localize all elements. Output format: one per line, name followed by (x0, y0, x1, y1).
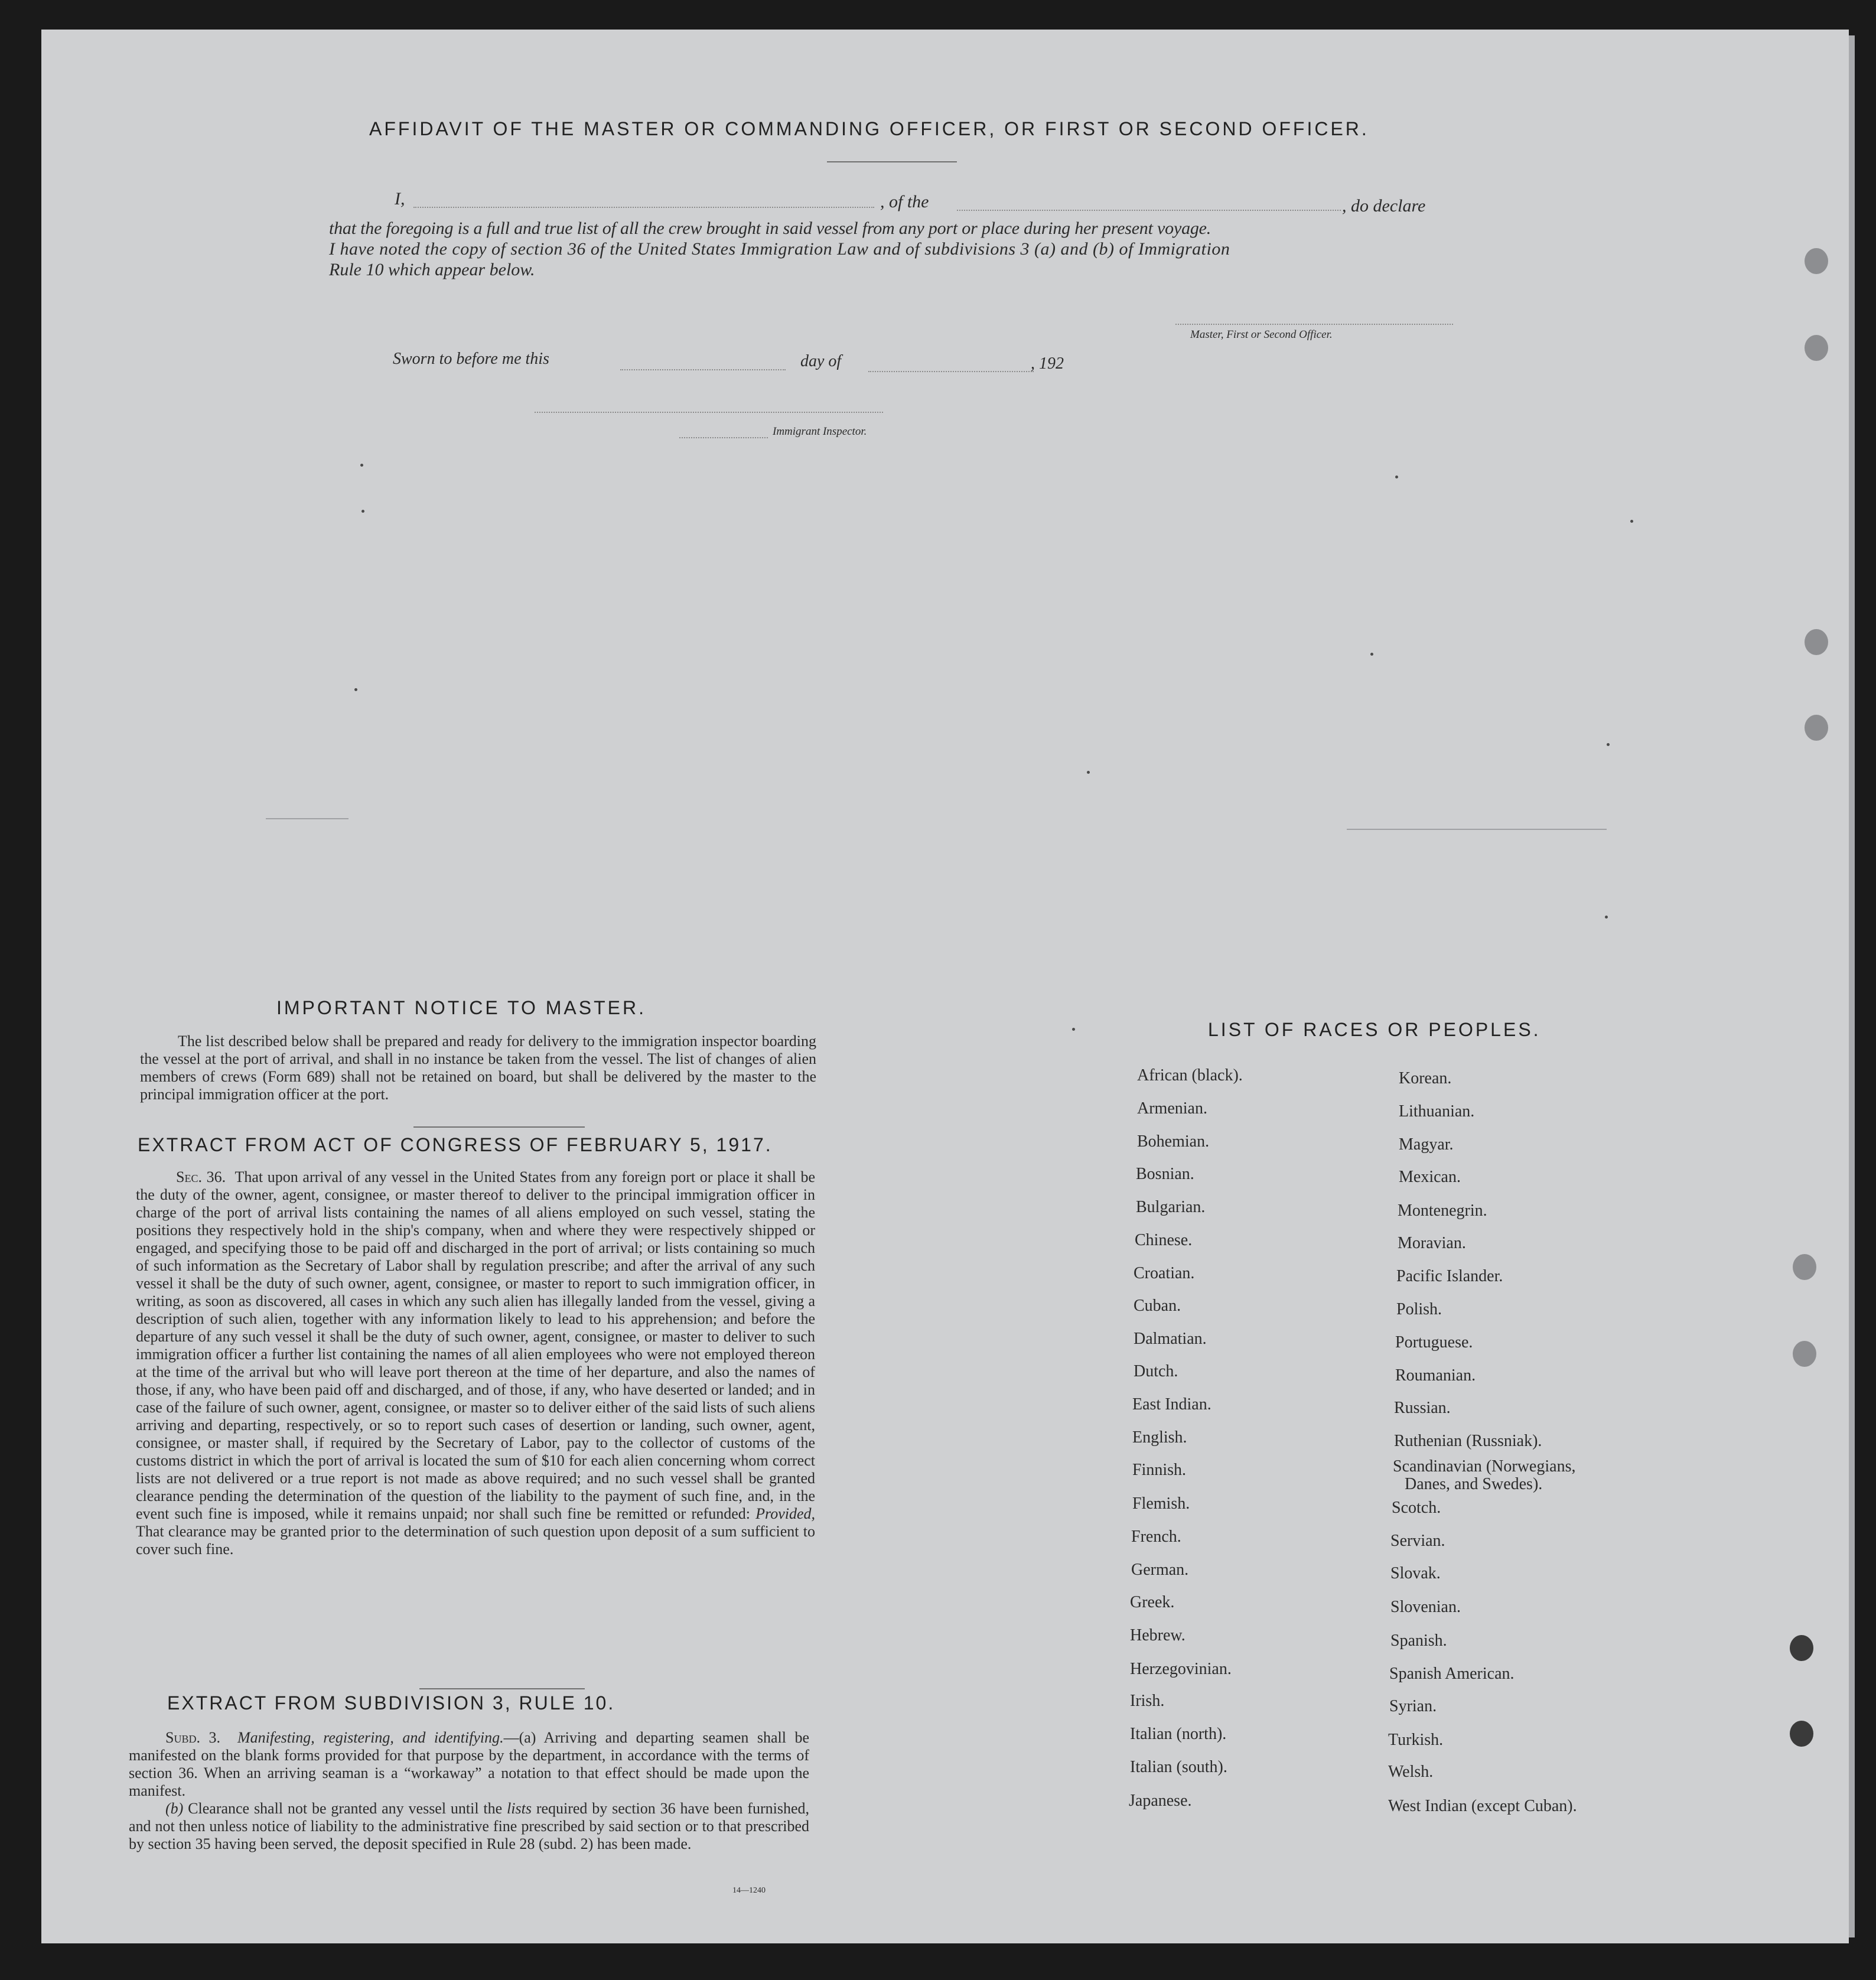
master-signature-field[interactable] (1175, 324, 1453, 325)
subd-label: Subd. 3. (165, 1729, 220, 1746)
race-item: Servian. (1390, 1532, 1445, 1550)
name-field[interactable] (413, 207, 874, 208)
master-signature-caption: Master, First or Second Officer. (1190, 328, 1333, 341)
speck (1630, 520, 1633, 523)
binder-hole (1790, 1635, 1813, 1661)
sec-label: Sec. 36. (176, 1168, 226, 1186)
race-item: Spanish American. (1389, 1665, 1515, 1683)
race-item: Croatian. (1134, 1264, 1195, 1282)
race-item: Cuban. (1134, 1297, 1181, 1315)
sec-36-text-end: That clearance may be granted prior to the determination of such question upon deposit of a sum sufficient to cover such fine. (136, 1523, 815, 1558)
affidavit-i-label: I, (395, 189, 405, 209)
speck (360, 464, 363, 467)
binder-hole (1793, 1341, 1816, 1367)
year-label: , 192 (1031, 354, 1064, 373)
extract-rule-title: EXTRACT FROM SUBDIVISION 3, RULE 10. (167, 1692, 615, 1714)
declare-label: , do declare (1342, 196, 1426, 216)
inspector-caption: Immigrant Inspector. (773, 425, 867, 438)
affidavit-line-2: that the foregoing is a full and true list of all the crew brought in said vessel from any port or place during her present voyage. (329, 219, 1211, 238)
document-page (41, 30, 1849, 1943)
binder-hole (1805, 629, 1828, 655)
affidavit-title: AFFIDAVIT OF THE MASTER OR COMMANDING OFFICER, OR FIRST OR SECOND OFFICER. (369, 118, 1369, 139)
race-item: Italian (north). (1130, 1725, 1227, 1743)
subd-b-text-2: required by section 36 have been furnished, and not then unless notice of liability to the administrative fine prescribed by said section or to that prescribed by section 35 having been served, the deposit specified in Rule 28 (subd. 2) has been made. (129, 1800, 809, 1852)
race-item: Chinese. (1135, 1231, 1193, 1249)
race-item: Greek. (1130, 1593, 1175, 1611)
race-item: Herzegovinian. (1130, 1660, 1232, 1678)
race-item: Italian (south). (1130, 1758, 1227, 1776)
race-item: Lithuanian. (1399, 1102, 1475, 1121)
subd-b-text-1: Clearance shall not be granted any vessel until the (188, 1800, 503, 1817)
notice-title: IMPORTANT NOTICE TO MASTER. (276, 997, 646, 1018)
race-item: Russian. (1394, 1399, 1451, 1417)
race-item: Syrian. (1389, 1697, 1437, 1715)
race-item: Magyar. (1399, 1135, 1454, 1154)
extract-act-text (136, 1168, 815, 1558)
race-item: Scotch. (1392, 1499, 1441, 1517)
race-item: Portuguese. (1395, 1333, 1473, 1352)
speck (1072, 1028, 1075, 1031)
extract-act-title: EXTRACT FROM ACT OF CONGRESS OF FEBRUARY 5, 1917. (138, 1134, 773, 1155)
race-item: Slovak. (1390, 1564, 1441, 1582)
sec-36-text: That upon arrival of any vessel in the United States from any foreign port or place it shall be the duty of the owner, agent, consignee, or master thereof to deliver to the principal immigration officer in charge of the port of arrival lists containing the names of all aliens employed on such vessel, stating the positions they respectively hold in the ship's company, when and where they were respectively shipped or engaged, and specifying those to be paid off and discharged in the port of arrival; or lists containing so much of such information as the Secretary of Labor shall by regulation prescribe; and after the arrival of any such vessel it shall be the duty of such owner, agent, consignee, or master to report to such immigration officer, in writing, as soon as discovered, all cases in which any such alien has illegally landed from the vessel, giving a description of such alien, together with any information likely to lead to his apprehension; and before the departure of any such vessel it shall be the duty of such owner, agent, consignee, or master to deliver to such immigration officer a further list containing the names of all alien employees who were not employed thereon at the time of the arrival but who will leave port thereon at the time of her departure, and also the names of those, if any, who have been paid off and discharged, and of those, if any, who have deserted or landed; and in case of the failure of such owner, agent, consignee, or master so to deliver either of the said lists of such aliens arriving and departing, respectively, or so to report such cases of desertion or landing, such owner, agent, consignee, or master shall, if required by the Secretary of Labor, pay to the collector of customs of the customs district in which the port of arrival is located the sum of $10 for each alien concerning whom correct lists are not delivered or a true report is not made as above required; and no such vessel shall be granted clearance pending the determination of the question of the liability to the payment of such fine, and, in the event such fine is imposed, while it remains unpaid; nor shall such fine be remitted or refunded: (136, 1168, 815, 1522)
race-item: Bosnian. (1136, 1165, 1194, 1183)
form-number: 14—1240 (732, 1886, 766, 1895)
binder-hole (1790, 1721, 1813, 1747)
binder-hole (1805, 248, 1828, 274)
race-item: English. (1132, 1428, 1187, 1447)
faint-divider (1347, 829, 1607, 830)
speck (361, 510, 364, 513)
race-item: Polish. (1396, 1300, 1442, 1318)
extract-rule-text (129, 1729, 809, 1853)
race-item: French. (1131, 1528, 1181, 1546)
subd-b-label: (b) (165, 1800, 184, 1817)
race-item: German. (1131, 1561, 1189, 1579)
speck (1087, 771, 1090, 774)
race-item: Slovenian. (1390, 1598, 1461, 1616)
provided-word: Provided, (755, 1505, 815, 1522)
race-item: Montenegrin. (1398, 1201, 1487, 1220)
binder-hole (1805, 715, 1828, 741)
title-underline (827, 161, 957, 162)
affidavit-line-4: Rule 10 which appear below. (329, 260, 535, 279)
race-item: Turkish. (1388, 1731, 1444, 1749)
race-item: Irish. (1130, 1692, 1165, 1710)
affidavit-line-3: I have noted the copy of section 36 of the United States Immigration Law and of subdivisions 3 (a) and (b) of Immigration (329, 239, 1230, 259)
notice-paragraph: The list described below shall be prepared and ready for delivery to the immigration inspector boarding the vessel at the port of arrival, and shall in no instance be taken from the vessel. The list of changes of alien members of crews (Form 689) shall not be retained on board, but shall be delivered by the master to the principal immigration officer at the port. (140, 1033, 816, 1103)
race-item: Bulgarian. (1136, 1198, 1206, 1216)
race-item: African (black). (1137, 1066, 1243, 1085)
race-item: Roumanian. (1395, 1366, 1476, 1385)
of-the-label: , of the (880, 192, 929, 211)
race-item: Danes, and Swedes). (1405, 1475, 1543, 1493)
speck (1605, 916, 1608, 919)
race-item: West Indian (except Cuban). (1388, 1797, 1577, 1815)
sworn-month-field[interactable] (868, 371, 1034, 372)
inspector-signature-field[interactable] (535, 412, 883, 413)
sworn-label: Sworn to before me this (393, 350, 549, 368)
notice-divider (413, 1126, 585, 1128)
race-item: Dutch. (1134, 1362, 1178, 1380)
race-item: Mexican. (1399, 1168, 1461, 1186)
speck (1370, 653, 1373, 656)
race-item: Finnish. (1132, 1461, 1187, 1479)
race-item: Pacific Islander. (1396, 1267, 1503, 1285)
race-item: Japanese. (1129, 1792, 1192, 1810)
subd-heading: Manifesting, registering, and identifying. (237, 1729, 504, 1746)
subd-a-text: —(a) Arriving and departing seamen shall be manifested on the blank forms provided for that purpose by the department, in accordance with the terms of section 36. When an arriving seaman is a “workaway” a notation to that effect should be made upon the manifest. (129, 1729, 809, 1799)
race-item: Dalmatian. (1134, 1330, 1207, 1348)
vessel-field[interactable] (957, 210, 1341, 211)
faint-divider (266, 818, 349, 819)
sworn-day-field[interactable] (620, 369, 786, 370)
race-item: Spanish. (1390, 1631, 1447, 1650)
speck (1607, 743, 1610, 746)
binder-hole (1805, 335, 1828, 361)
race-item: Korean. (1399, 1069, 1452, 1087)
race-item: East Indian. (1132, 1395, 1211, 1414)
race-item: Scandinavian (Norwegians, (1393, 1457, 1576, 1476)
act-divider (419, 1688, 585, 1689)
race-item: Welsh. (1388, 1763, 1434, 1781)
bleed-through (266, 115, 275, 147)
race-item: Ruthenian (Russniak). (1394, 1432, 1542, 1450)
day-of-label: day of (800, 352, 842, 370)
race-item: Armenian. (1137, 1099, 1207, 1118)
races-title: LIST OF RACES OR PEOPLES. (1208, 1019, 1541, 1040)
notice-text (140, 1033, 816, 1103)
race-item: Moravian. (1398, 1234, 1466, 1252)
inspector-signature-field-2[interactable] (679, 437, 768, 438)
binder-hole (1793, 1254, 1816, 1280)
speck (354, 688, 357, 691)
race-item: Bohemian. (1137, 1132, 1210, 1151)
lists-word: lists (507, 1800, 532, 1817)
race-item: Hebrew. (1130, 1626, 1185, 1644)
race-item: Flemish. (1132, 1494, 1190, 1513)
speck (1395, 476, 1398, 478)
